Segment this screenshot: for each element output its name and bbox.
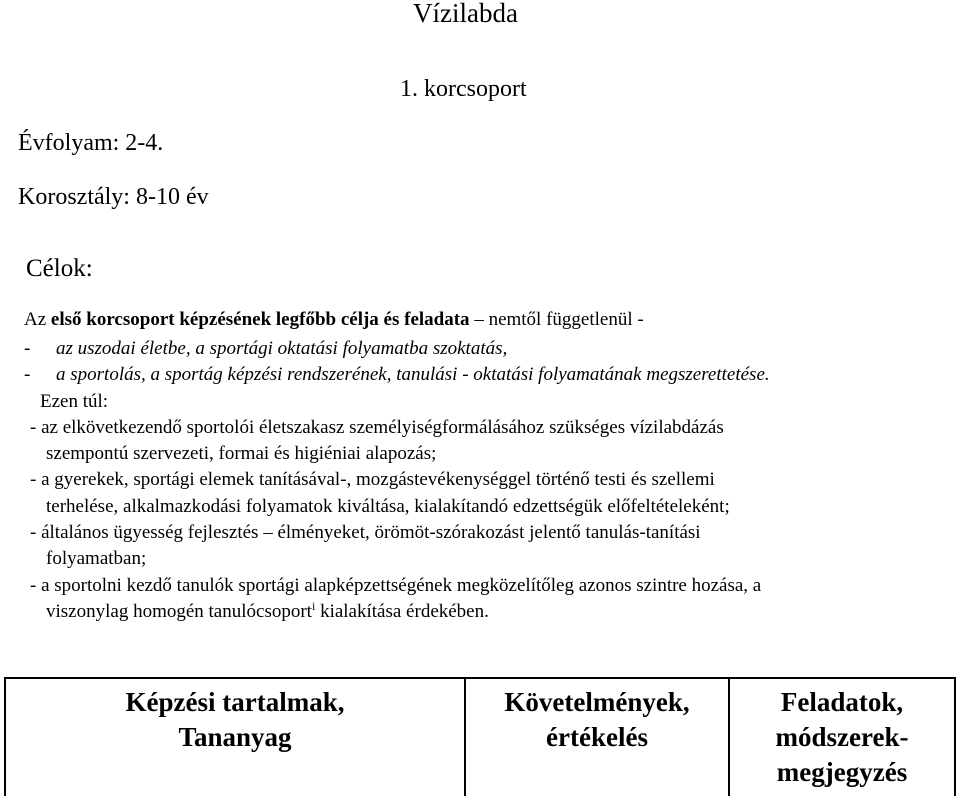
table-header-cell-tasks (729, 678, 955, 796)
bullet-line: - a gyerekek, sportági elemek tanításával-, mozgástevékenységgel történő testi és szellemi (30, 469, 715, 490)
page-subtitle: 1. korcsoport (400, 76, 527, 102)
bullet-continuation: szempontú szervezeti, formai és higiéniai alapozás; (46, 443, 437, 464)
bullet-line: - a sportolni kezdő tanulók sportági alapképzettségének megközelítőleg azonos szintre hozása, a (30, 575, 762, 596)
bullet-text-part: viszonylag homogén tanulócsoport (46, 601, 312, 622)
bullet-continuation: terhelése, alkalmazkodási folyamatok kiváltása, kialakítandó edzettségük előfeltételeként; (46, 496, 730, 517)
header-line: Tananyag (178, 722, 292, 752)
page-title: Vízilabda (413, 0, 518, 28)
italic-item (24, 338, 507, 360)
bullet-text-part: kialakítása érdekében. (315, 601, 489, 622)
bullet-line: - általános ügyesség fejlesztés – élményeket, örömöt-szórakozást jelentő tanulás-tanítási (30, 522, 701, 543)
header-line: Követelmények, (504, 687, 690, 717)
bullet-continuation (46, 601, 489, 623)
item-text: az uszodai életbe, a sportági oktatási folyamatba szoktatás, (56, 338, 508, 359)
furthermore-label: Ezen túl: (40, 391, 109, 412)
header-line: értékelés (546, 722, 648, 752)
header-line: módszerek- (775, 722, 909, 752)
header-line: megjegyzés (776, 757, 908, 787)
intro-paragraph (24, 309, 644, 331)
item-dash: - (24, 364, 31, 385)
table-header-cell-content (5, 678, 465, 796)
header-line: Feladatok, (780, 687, 904, 717)
intro-text-end: – nemtől függetlenül - (469, 309, 644, 330)
item-dash: - (24, 338, 31, 359)
item-text: a sportolás, a sportág képzési rendszerének, tanulási - oktatási folyamatának megszerettetése. (56, 364, 770, 385)
bullet-continuation: folyamatban; (46, 548, 147, 569)
bullet-line: - az elkövetkezendő sportolói életszakasz személyiségformálásához szükséges vízilabdázás (30, 417, 724, 438)
comment-marker: i (311, 599, 316, 613)
table-header-cell-requirements (465, 678, 729, 796)
curriculum-table-header (4, 677, 956, 796)
intro-text-start: Az (24, 309, 51, 330)
age-group-label: Korosztály: 8-10 év (18, 184, 209, 210)
intro-bold-text: első korcsoport képzésének legfőbb célja és feladata (50, 309, 470, 330)
grade-label: Évfolyam: 2-4. (18, 130, 164, 156)
italic-item (24, 364, 770, 386)
header-line: Képzési tartalmak, (125, 687, 345, 717)
goals-heading: Célok: (26, 255, 93, 282)
